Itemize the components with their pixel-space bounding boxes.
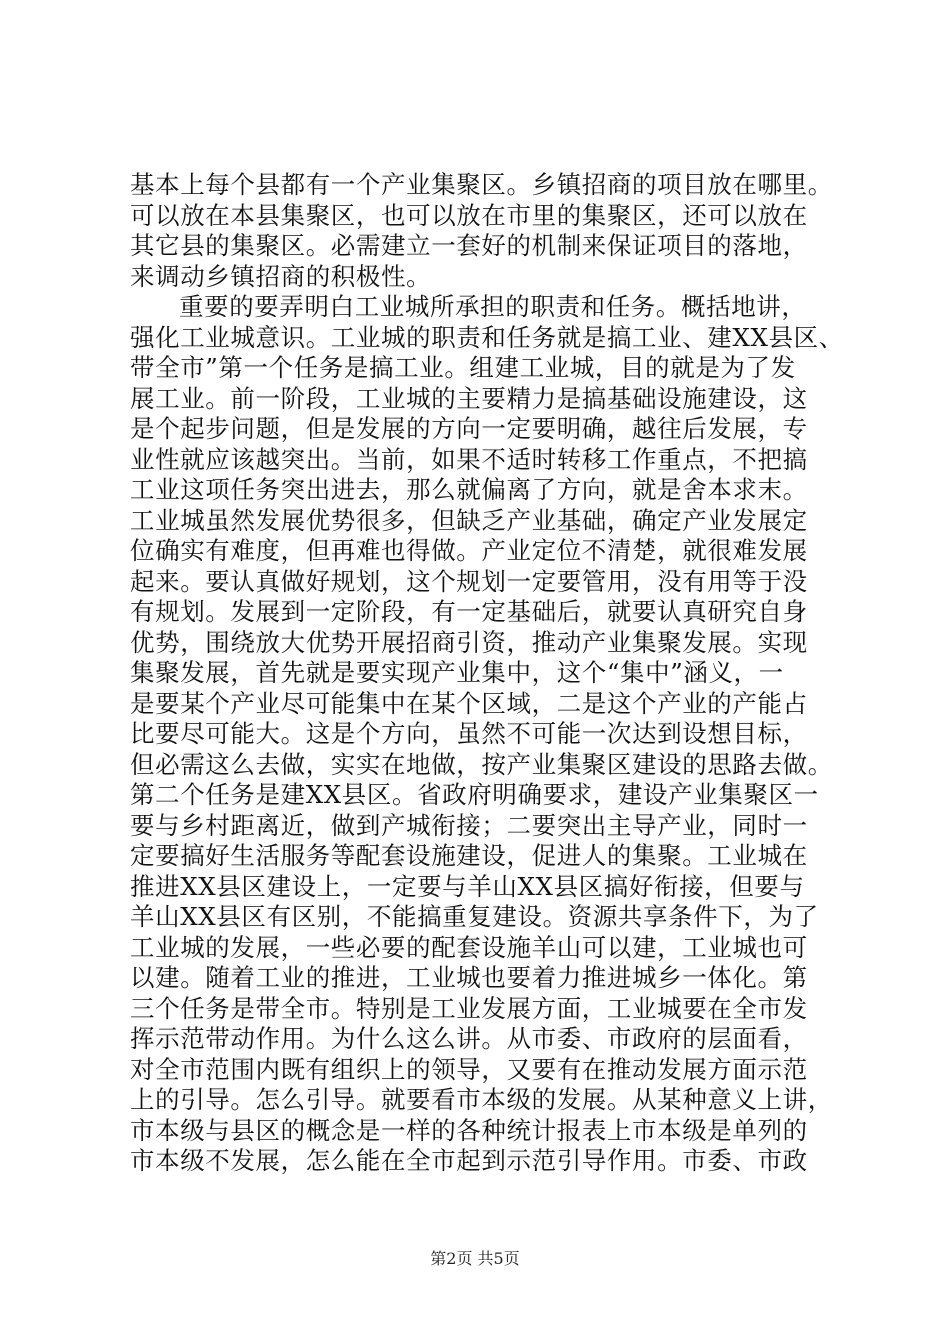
- text-line: 上的引导。怎么引导。就要看市本级的发展。从某种意义上讲，: [130, 1085, 833, 1114]
- text-line: 但必需这么去做，实实在地做，按产业集聚区建设的思路去做。: [130, 749, 833, 779]
- text-line: 羊山XX县区有区别，不能搞重复建设。资源共享条件下，为了: [130, 902, 819, 931]
- text-line: 以建。随着工业的推进，工业城也要着力推进城乡一体化。第: [130, 963, 808, 992]
- text-line: 市本级不发展，怎么能在全市起到示范引导作用。市委、市政: [130, 1146, 808, 1175]
- text-line: 强化工业城意识。工业城的职责和任务就是搞工业、建XX县区、: [130, 322, 844, 352]
- text-line: 有规划。发展到一定阶段，有一定基础后，就要认真研究自身: [130, 597, 808, 626]
- text-line: 集聚发展，首先就是要实现产业集中，这个“集中”涵义，一: [130, 658, 784, 687]
- text-line: 工业这项任务突出进去，那么就偏离了方向，就是舍本求末。: [130, 475, 808, 504]
- text-line: 比要尽可能大。这是个方向，虽然不可能一次达到设想目标，: [130, 719, 808, 748]
- text-line: 三个任务是带全市。特别是工业发展方面，工业城要在全市发: [130, 993, 808, 1023]
- text-line: 基本上每个县都有一个产业集聚区。乡镇招商的项目放在哪里。: [130, 170, 833, 199]
- text-line: 挥示范带动作用。为什么这么讲。从市委、市政府的层面看，: [130, 1024, 808, 1053]
- text-line: 业性就应该越突出。当前，如果不适时转移工作重点，不把搞: [130, 444, 808, 474]
- text-line: 对全市范围内既有组织上的领导，又要有在推动发展方面示范: [130, 1054, 808, 1084]
- text-line: 定要搞好生活服务等配套设施建设，促进人的集聚。工业城在: [130, 841, 808, 870]
- text-line: 优势，围绕放大优势开展招商引资，推动产业集聚发展。实现: [130, 627, 808, 657]
- text-line: 来调动乡镇招商的积极性。: [130, 261, 432, 291]
- text-line: 第二个任务是建XX县区。省政府明确要求，建设产业集聚区一: [130, 780, 819, 809]
- text-line: 是个起步问题，但是发展的方向一定要明确，越往后发展，专: [130, 414, 808, 443]
- text-line: 起来。要认真做好规划，这个规划一定要管用，没有用等于没: [130, 566, 808, 596]
- page-footer: 第2页 共5页: [430, 1249, 520, 1268]
- text-line: 可以放在本县集聚区，也可以放在市里的集聚区，还可以放在: [130, 200, 808, 230]
- text-line: 推进XX县区建设上，一定要与羊山XX县区搞好衔接，但要与: [130, 871, 805, 901]
- body-text: [130, 170, 844, 1177]
- text-line: 带全市”第一个任务是搞工业。组建工业城，目的就是为了发: [130, 353, 796, 382]
- text-line: 工业城虽然发展优势很多，但缺乏产业基础，确定产业发展定: [130, 505, 808, 535]
- text-line: 市本级与县区的概念是一样的各种统计报表上市本级是单列的: [130, 1115, 808, 1145]
- text-line: 其它县的集聚区。必需建立一套好的机制来保证项目的落地，: [130, 231, 808, 260]
- text-line: 重要的要弄明白工业城所承担的职责和任务。概括地讲，: [179, 292, 807, 321]
- text-line: 工业城的发展，一些必要的配套设施羊山可以建，工业城也可: [130, 932, 808, 962]
- text-line: 位确实有难度，但再难也得做。产业定位不清楚，就很难发展: [130, 536, 808, 565]
- text-line: 展工业。前一阶段，工业城的主要精力是搞基础设施建设，这: [130, 383, 808, 413]
- text-line: 要与乡村距离近，做到产城衔接；二要突出主导产业，同时一: [130, 810, 808, 840]
- text-line: 是要某个产业尽可能集中在某个区域，二是这个产业的产能占: [130, 688, 808, 718]
